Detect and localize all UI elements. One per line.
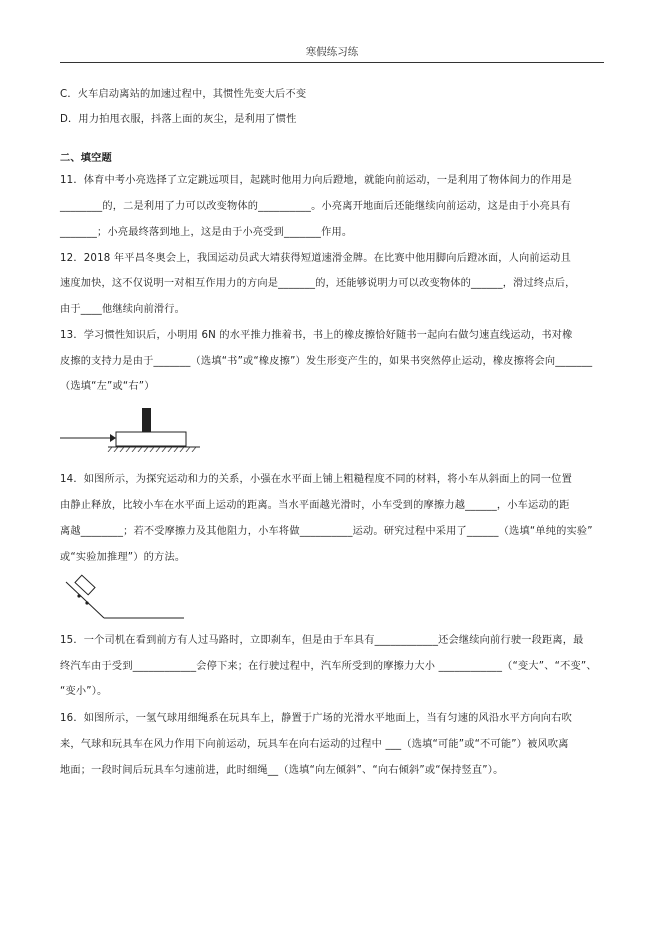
q15-line-3: “变小”）。 xyxy=(60,686,108,697)
section-title: 二、填空题 xyxy=(60,153,112,164)
q11-line-2: ________的，二是利用了力可以改变物体的__________。小亮离开地面后还能继续向前运动，这是由于小亮具有 xyxy=(60,201,571,212)
book xyxy=(116,432,186,446)
q14-line-2: 由静止释放，比较小车在水平面上运动的距离。当水平面越光滑时，小车受到的摩擦力越______，小车运动的距 xyxy=(60,500,570,511)
option-d: D．用力拍甩衣服，抖落上面的灰尘，是利用了惯性 xyxy=(60,114,297,125)
header-divider xyxy=(60,62,604,63)
q13-line-3: （选填“左”或“右”） xyxy=(60,381,155,392)
q16-line-3: 地面；一段时间后玩具车匀速前进，此时细绳__（选填“向左倾斜”、“向右倾斜”或“保持竖直”）。 xyxy=(60,765,504,776)
q16-line-1: 16．如图所示，一氢气球用细绳系在玩具车上，静置于广场的光滑水平地面上，当有匀速的风沿水平方向向右吹 xyxy=(60,713,572,724)
q12-line-2: 速度加快，这不仅说明一对相互作用力的方向是_______的，还能够说明力可以改变物体的______，滑过终点后， xyxy=(60,278,576,289)
q11-line-3: _______；小亮最终落到地上，这是由于小亮受到_______作用。 xyxy=(60,227,353,238)
q14-line-3: 离越________；若不受摩擦力及其他阻力，小车将做__________运动。研究过程中采用了______（选填“单纯的实验” xyxy=(60,526,593,537)
q14-line-4: 或“实验加推理”）的方法。 xyxy=(60,552,186,563)
q11-line-1: 11．体育中考小亮选择了立定跳远项目，起跳时他用力向后蹬地，就能向前运动，一是利用了物体间力的作用是 xyxy=(60,175,572,186)
ground-hatching xyxy=(108,447,196,452)
eraser xyxy=(142,408,151,432)
q16-line-2: 来，气球和玩具车在风力作用下向前运动，玩具车在向右运动的过程中 ___（选填“可能”或“不可能”）被风吹离 xyxy=(60,739,569,750)
q14-line-1: 14．如图所示，为探究运动和力的关系，小强在水平面上铺上粗糙程度不同的材料，将小车从斜面上的同一位置 xyxy=(60,474,572,485)
option-c: C．火车启动离站的加速过程中，其惯性先变大后不变 xyxy=(60,89,307,100)
q13-line-2: 皮擦的支持力是由于_______（选填“书”或“橡皮擦”）发生形变产生的，如果书突然停止运动，橡皮擦将会向_______ xyxy=(60,356,593,367)
q12-line-3: 由于____他继续向前滑行。 xyxy=(60,304,186,315)
book-eraser-figure xyxy=(58,402,208,452)
push-arrow xyxy=(60,434,116,442)
page-header-title: 寒假练习练 xyxy=(305,46,359,58)
q12-line-1: 12．2018 年平昌冬奥会上，我国运动员武大靖获得短道速滑金牌。在比赛中他用脚向后蹬冰面，人向前运动且 xyxy=(60,253,571,264)
q13-line-1: 13．学习惯性知识后，小明用 6N 的水平推力推着书，书上的橡皮擦恰好随书一起向右做匀速直线运动，书对橡 xyxy=(60,330,573,341)
q15-line-2: 终汽车由于受到____________会停下来；在行驶过程中，汽车所受到的摩擦力大小 ____________（“变大”、“不变”、 xyxy=(60,661,597,672)
q15-line-1: 15．一个司机在看到前方有人过马路时，立即刹车，但是由于车具有____________还会继续向前行驶一段距离，最 xyxy=(60,635,584,646)
incline-cart-figure xyxy=(62,574,188,622)
